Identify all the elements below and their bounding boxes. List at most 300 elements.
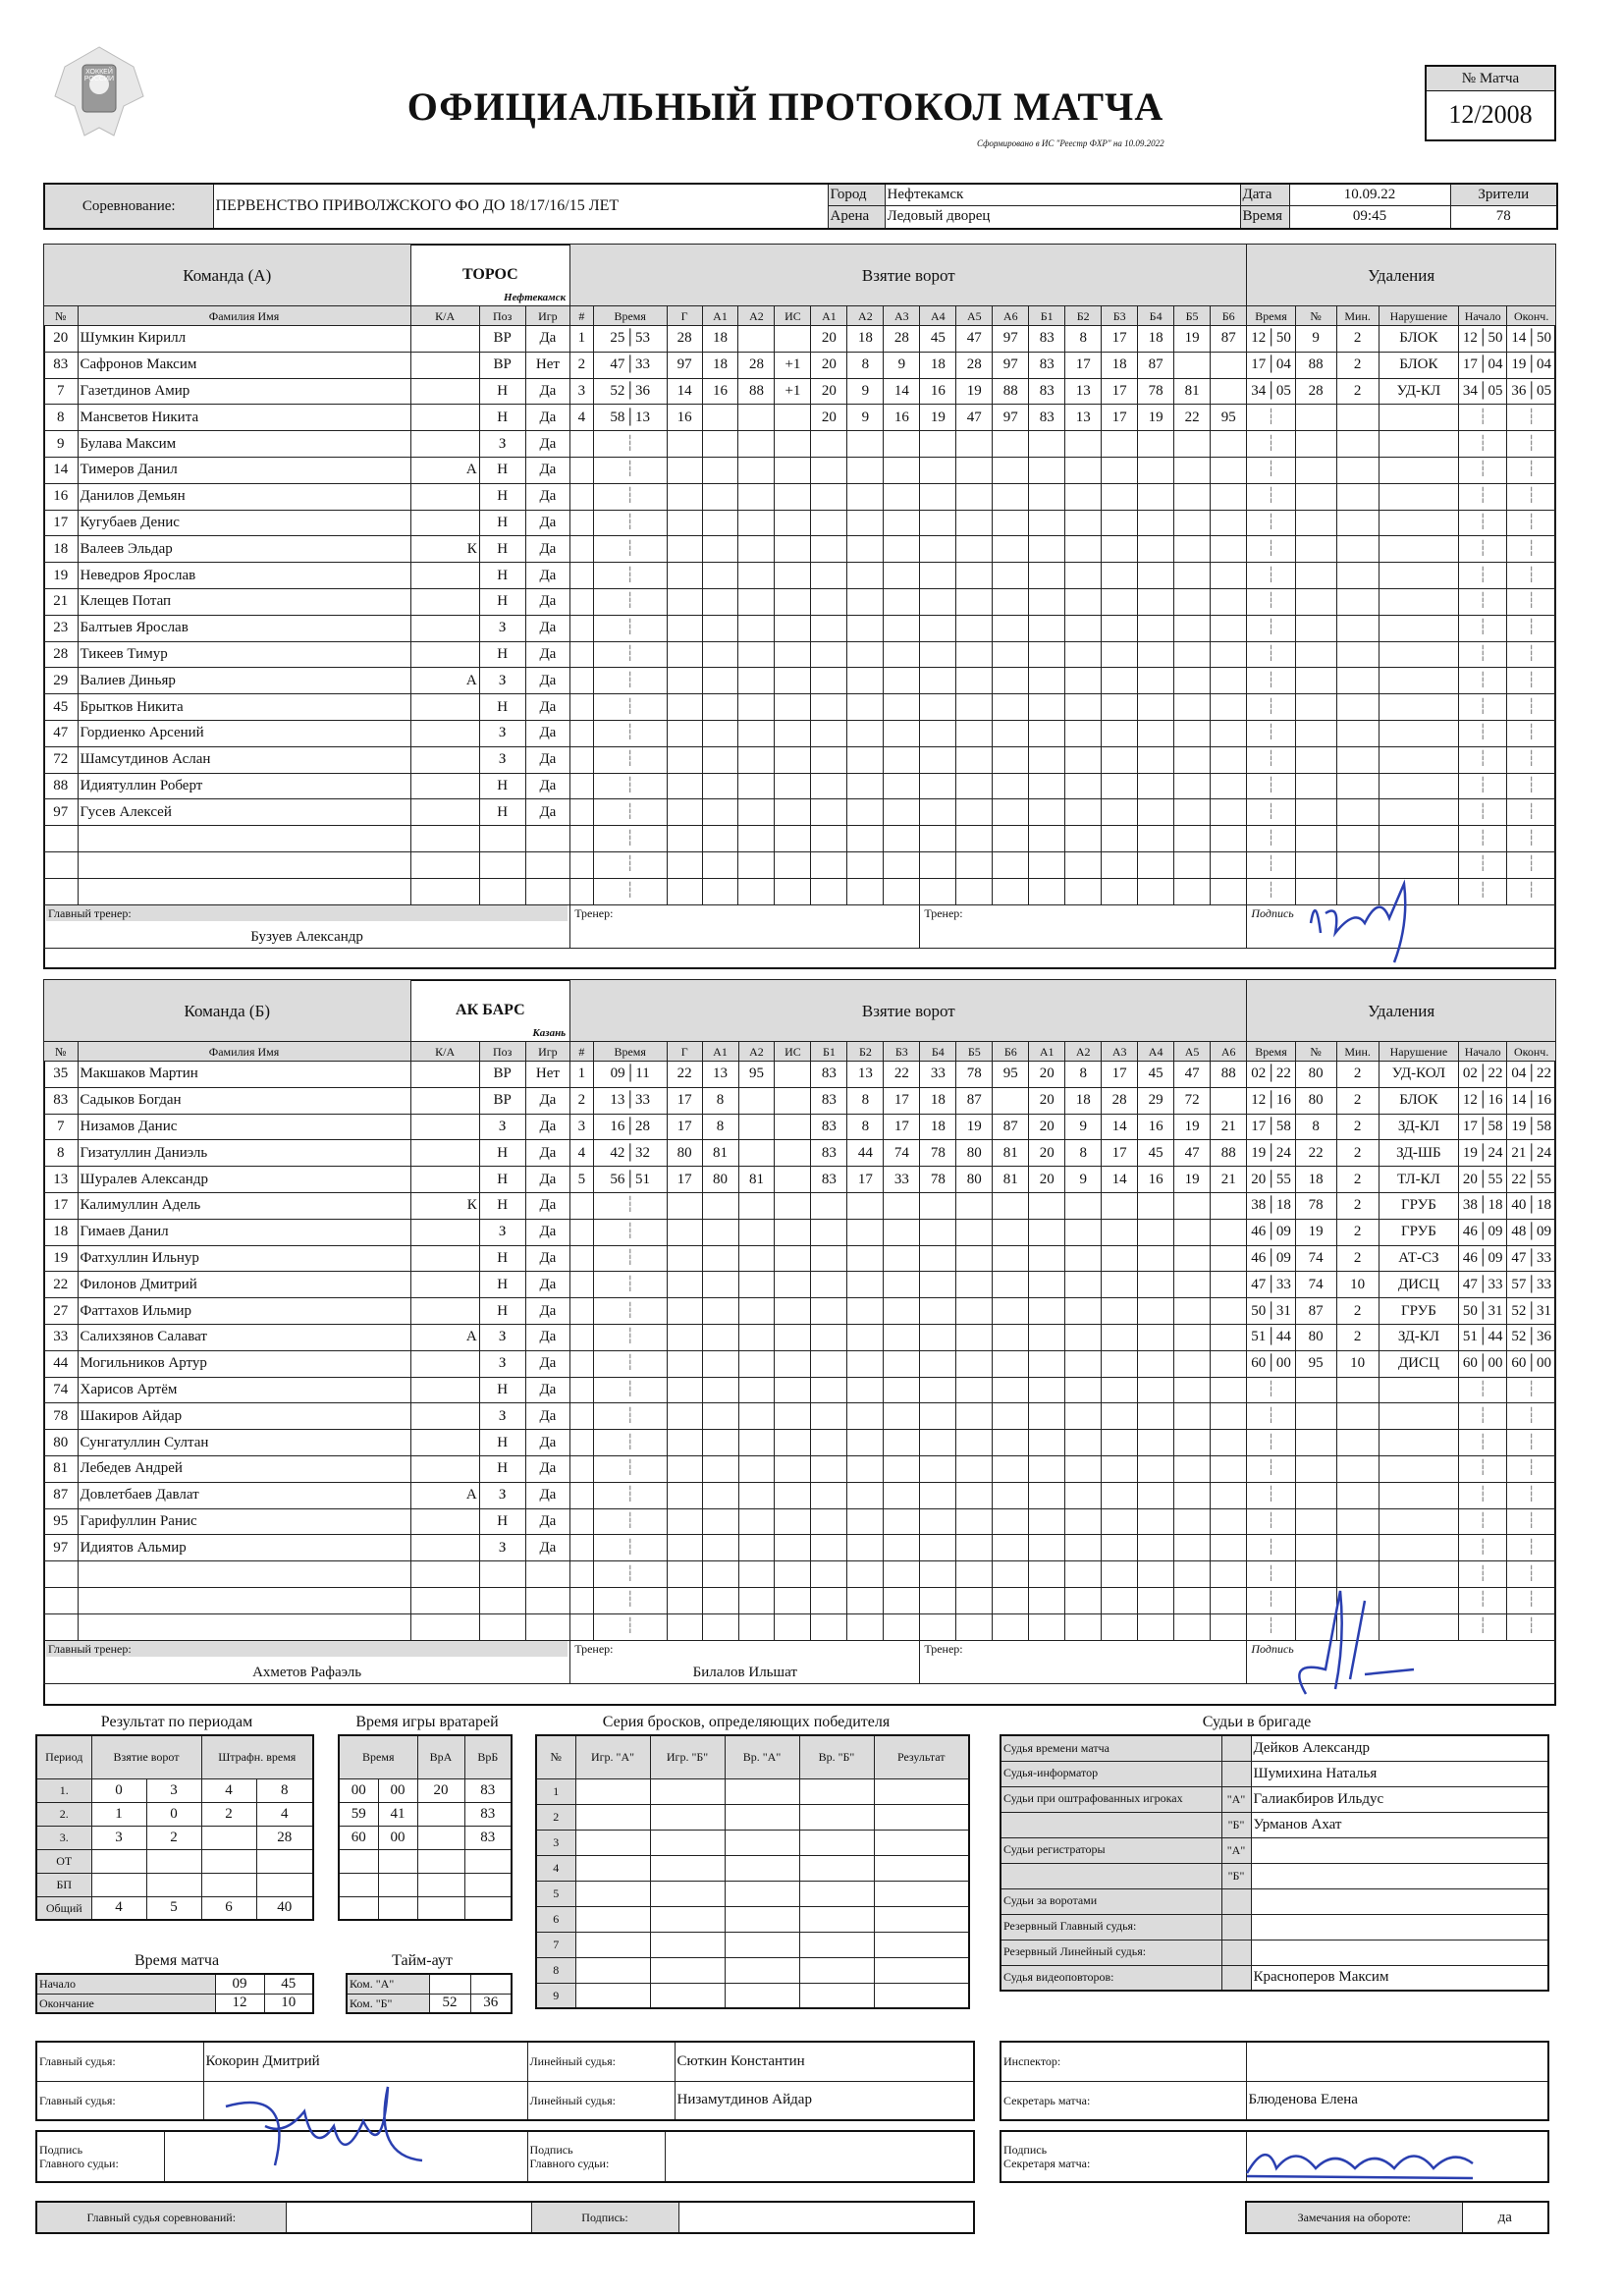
empty-cell [920,1219,956,1245]
player-pos: З [479,1219,525,1245]
pen-end-min: 04 [1511,1066,1527,1082]
opp-player: 21 [1211,1167,1247,1193]
goal-g: 17 [667,1087,702,1114]
empty-cell [1174,483,1211,510]
empty-cell [775,1272,811,1298]
empty-cell [339,1849,378,1873]
empty-cell [993,878,1029,904]
empty-cell [811,1245,847,1272]
pen-end: 52│36 [1507,1324,1556,1350]
empty-cell [1029,1561,1065,1588]
empty-cell [1336,720,1379,746]
own-player: 20 [811,378,847,405]
player-num: 47 [44,720,79,746]
head-coach-cell [44,904,570,948]
empty-cell [1295,510,1336,536]
opp-player: 9 [1065,1167,1102,1193]
player-ka [410,615,479,641]
empty-cell [667,1350,702,1377]
empty-cell [1379,615,1458,641]
sign-sec-area[interactable] [1246,2131,1548,2182]
player-num: 20 [44,326,79,353]
empty-cell [1174,746,1211,773]
sign-main-area[interactable] [164,2131,527,2182]
player-pos: Н [479,378,525,405]
col-a1: А1 [702,306,738,326]
empty-cell [847,1613,884,1640]
player-ka [410,563,479,589]
pen-min: 46 [1251,1224,1267,1240]
player-play: Да [525,1377,570,1403]
coach-2-cell [920,904,1247,948]
empty-cell [874,1778,969,1804]
empty-cell [702,668,738,694]
own-player: 81 [993,1167,1029,1193]
empty-cell [993,799,1029,826]
pen-time: 34│05 [1247,378,1295,405]
opp-player: 17 [1065,352,1102,378]
table-row [36,1802,313,1826]
opp-player: 18 [1065,1087,1102,1114]
pen-sec: 33 [1275,1276,1291,1292]
player-play: Да [525,326,570,353]
table-row [44,1192,1556,1219]
empty-cell [1379,694,1458,721]
sign-main-label-2: Главного судьи: [39,2157,119,2170]
opp-player: 18 [1102,352,1138,378]
empty-cell [920,1561,956,1588]
empty-cell [702,588,738,615]
col-g-hash: # [570,1042,593,1062]
pen-min-count: 10 [1336,1350,1379,1377]
empty-cell [1211,1219,1247,1245]
empty-cell [1174,563,1211,589]
empty-cell: ┆ [593,1430,667,1456]
opp-player: 20 [1029,1114,1065,1140]
pen-start-sec: 09 [1488,1224,1503,1240]
pen-sec: 44 [1275,1329,1291,1345]
teamB-name: АК БАРС [456,1002,525,1018]
empty-cell [570,1561,593,1588]
empty-cell [847,563,884,589]
empty-cell [479,826,525,852]
empty-cell [738,1298,775,1325]
own-player: 19 [920,405,956,431]
coach-1-cell [570,904,920,948]
table-row [44,431,1556,458]
own-player: 13 [847,1062,884,1088]
own-player: 97 [993,352,1029,378]
empty-cell [811,1535,847,1561]
empty-cell [1065,1350,1102,1377]
opp-player: 17 [1102,405,1138,431]
pen-start-sec: 50 [1488,330,1503,347]
official-name [1251,1914,1548,1940]
periods-title: Результат по периодам [100,1714,253,1730]
empty-cell [570,1508,593,1535]
player-num: 83 [44,1087,79,1114]
empty-cell [738,1561,775,1588]
empty-cell [725,1881,799,1906]
col-own-1: Б1 [811,1042,847,1062]
player-name: Гусев Алексей [78,799,410,826]
player-num: 13 [44,1167,79,1193]
empty-cell [1138,1508,1174,1535]
pen-start: 02│22 [1459,1062,1507,1088]
own-player: 83 [811,1167,847,1193]
pen-end-sec: 05 [1537,382,1551,399]
empty-cell [1065,1587,1102,1613]
empty-cell [650,1830,725,1855]
official-name [1251,1837,1548,1863]
pen-sec: 00 [1275,1355,1291,1372]
empty-cell [874,1855,969,1881]
empty-cell [874,1983,969,2008]
empty-cell [1065,668,1102,694]
empty-cell: ┆ [1507,563,1556,589]
empty-cell [811,1377,847,1403]
empty-cell [811,851,847,878]
empty-cell [993,694,1029,721]
empty-cell [1029,720,1065,746]
empty-cell [993,773,1029,799]
pen-time: 50│31 [1247,1298,1295,1325]
empty-cell: ┆ [593,694,667,721]
empty-cell: ┆ [1459,483,1507,510]
player-pos: З [479,615,525,641]
empty-cell [738,615,775,641]
col-p-time: Время [1247,306,1295,326]
opp-player: 17 [1102,326,1138,353]
goal-n: 5 [570,1167,593,1193]
empty-cell [1065,746,1102,773]
empty-cell [1029,483,1065,510]
empty-cell [775,878,811,904]
player-name: Низамов Данис [78,1114,410,1140]
pen-min: 34 [1251,382,1267,399]
empty-cell [1295,851,1336,878]
goal-g: 22 [667,1062,702,1088]
empty-cell [410,826,479,852]
empty-cell [570,1219,593,1245]
empty-cell [847,1430,884,1456]
empty-cell [1029,668,1065,694]
period-name: 1. [36,1778,91,1802]
player-play: Да [525,1272,570,1298]
empty-cell [884,536,920,563]
empty-cell [570,746,593,773]
empty-cell [575,1855,650,1881]
empty-cell [1138,1245,1174,1272]
empty-cell [847,694,884,721]
empty-cell [847,615,884,641]
empty-cell [993,1219,1029,1245]
empty-cell [920,720,956,746]
table-row [36,1849,313,1873]
player-num: 87 [44,1482,79,1508]
empty-cell [1102,1403,1138,1430]
empty-cell [1174,1403,1211,1430]
sign-main-label-1: Подпись [39,2142,83,2157]
empty-cell [667,1482,702,1508]
empty-cell [1295,746,1336,773]
opp-player: 9 [1065,1114,1102,1140]
empty-cell [1295,1482,1336,1508]
player-play: Да [525,1455,570,1482]
empty-cell: ┆ [1247,773,1295,799]
empty-cell [1295,483,1336,510]
player-play: Нет [525,1062,570,1088]
empty-cell [738,563,775,589]
empty-cell [993,1482,1029,1508]
pen-end: 52│31 [1507,1298,1556,1325]
empty-cell [847,431,884,458]
chief-sign-area[interactable] [678,2202,974,2233]
opp-player: 29 [1138,1087,1174,1114]
empty-cell: ┆ [1459,1587,1507,1613]
player-name: Шумкин Кирилл [78,326,410,353]
col-own-5: А5 [956,306,993,326]
goal-min: 13 [610,1092,625,1109]
pen-end-min: 19 [1511,1118,1527,1134]
player-play: Да [525,799,570,826]
goalie-m: 60 [339,1826,378,1849]
table-row [44,1561,1556,1588]
empty-cell [847,1482,884,1508]
empty-cell [956,1587,993,1613]
chief-table [35,2201,975,2234]
player-pos: З [479,746,525,773]
empty-cell: ┆ [593,1350,667,1377]
col-own-3: А3 [884,306,920,326]
empty-cell [847,799,884,826]
empty-cell [956,694,993,721]
table-row [44,1219,1556,1245]
empty-cell: ┆ [1459,1455,1507,1482]
player-ka [410,1272,479,1298]
pen-end-sec: 33 [1537,1276,1551,1292]
own-player: 9 [847,378,884,405]
empty-cell: ┆ [593,457,667,483]
sign-cell[interactable] [1247,904,1556,948]
empty-cell: ┆ [1507,720,1556,746]
empty-cell [738,1535,775,1561]
opp-player: 8 [1065,326,1102,353]
empty-cell [575,1830,650,1855]
empty-cell [1029,1455,1065,1482]
empty-cell [884,588,920,615]
period-ga: 0 [91,1778,146,1802]
empty-cell [1029,1430,1065,1456]
own-player: 87 [956,1087,993,1114]
empty-cell [1295,878,1336,904]
table-row [339,1826,512,1849]
empty-cell [1379,405,1458,431]
match-number: 12/2008 [1448,100,1533,129]
empty-cell [667,1219,702,1245]
empty-cell [993,1561,1029,1588]
empty-cell [1065,694,1102,721]
sign-main2-area[interactable] [665,2131,974,2182]
empty-cell [811,1561,847,1588]
empty-cell [775,641,811,668]
empty-cell [811,1403,847,1430]
empty-cell: ┆ [593,799,667,826]
empty-cell [920,1535,956,1561]
empty-cell [738,1430,775,1456]
empty-cell [920,641,956,668]
official-role: Резервный Главный судья: [1001,1914,1221,1940]
pen-start-sec: 58 [1488,1118,1503,1134]
empty-cell [993,615,1029,641]
empty-cell [847,746,884,773]
empty-cell [667,746,702,773]
empty-cell [650,1957,725,1983]
coach-label-2: Тренер: [924,1641,963,1656]
empty-cell [956,588,993,615]
goal-g: 28 [667,326,702,353]
empty-cell [811,1324,847,1350]
empty-cell: ┆ [1459,1482,1507,1508]
empty-cell [1211,1587,1247,1613]
official-name: Красноперов Максим [1251,1965,1548,1991]
pen-infraction: ТЛ-КЛ [1379,1167,1458,1193]
sign-main2-label [527,2131,665,2182]
empty-cell [1138,1192,1174,1219]
goal-min: 25 [610,330,625,347]
empty-cell [1295,1613,1336,1640]
coach-1: Билалов Ильшат [692,1664,797,1680]
coach-2-cell [920,1640,1247,1683]
match-number-label: № Матча [1427,67,1554,91]
inspector-label: Инспектор: [1001,2042,1246,2081]
empty-cell [1102,1455,1138,1482]
empty-cell: ┆ [593,1482,667,1508]
empty-cell [847,457,884,483]
pen-start-min: 60 [1462,1355,1478,1372]
empty-cell [775,1482,811,1508]
empty-cell [884,1324,920,1350]
official-role: Судья-информатор [1001,1761,1221,1786]
player-pos: Н [479,1167,525,1193]
empty-cell [920,746,956,773]
pen-end-sec: 50 [1537,330,1551,347]
chief-value[interactable] [286,2202,531,2233]
empty-cell [570,641,593,668]
empty-cell [956,746,993,773]
empty-cell [956,773,993,799]
player-name: Неведров Ярослав [78,563,410,589]
sign-cell[interactable] [1247,1640,1556,1683]
empty-cell [417,1896,464,1920]
empty-cell [847,1535,884,1561]
empty-cell: ┆ [593,1535,667,1561]
goalies-table [338,1734,513,1921]
empty-cell [44,1587,79,1613]
empty-cell [1138,799,1174,826]
goal-is [775,1140,811,1167]
empty-cell [956,1192,993,1219]
pen-start-min: 20 [1462,1171,1478,1187]
pen-sec: 05 [1275,382,1291,399]
player-ka: А [410,668,479,694]
pen-end-min: 52 [1511,1302,1527,1319]
empty-cell [1295,1508,1336,1535]
empty-cell [1029,1272,1065,1298]
empty-cell [920,1350,956,1377]
goalie-m: 59 [339,1802,378,1826]
empty-cell [1102,799,1138,826]
empty-cell: ┆ [1247,799,1295,826]
own-player: 47 [956,326,993,353]
empty-cell [920,563,956,589]
shootout-h-gb: Вр. "Б" [799,1735,874,1778]
col-p-end: Оконч. [1507,306,1556,326]
pen-end-min: 60 [1511,1355,1527,1372]
teamA-city: Нефтекамск [504,292,567,303]
table-row [44,615,1556,641]
empty-cell [884,826,920,852]
pen-start-min: 46 [1462,1249,1478,1266]
empty-cell [884,1350,920,1377]
empty-cell [1336,668,1379,694]
empty-cell: ┆ [1247,1430,1295,1456]
player-name: Шуралев Александр [78,1167,410,1193]
empty-cell: ┆ [1459,588,1507,615]
empty-cell [725,1983,799,2008]
empty-cell [702,483,738,510]
empty-cell [738,746,775,773]
pen-start: 47│33 [1459,1272,1507,1298]
empty-cell [956,615,993,641]
empty-cell [1102,1298,1138,1325]
empty-cell [667,878,702,904]
pen-min: 46 [1251,1249,1267,1266]
empty-cell [1065,588,1102,615]
official-sub: "Б" [1221,1863,1251,1888]
goal-sec: 53 [635,330,650,347]
own-player: 20 [811,352,847,378]
empty-cell [1065,878,1102,904]
table-row [44,746,1556,773]
opp-player: 47 [1174,1140,1211,1167]
empty-cell [811,1298,847,1325]
empty-cell [1211,668,1247,694]
table-row [44,878,1556,904]
pen-min-count: 2 [1336,1114,1379,1140]
player-ka [410,799,479,826]
own-player: 9 [847,405,884,431]
empty-cell [1138,563,1174,589]
empty-cell [1102,878,1138,904]
empty-cell [993,431,1029,458]
empty-cell [725,1830,799,1855]
player-num: 8 [44,405,79,431]
player-ka [410,1219,479,1245]
table-row [44,1167,1556,1193]
empty-cell [702,615,738,641]
empty-cell [884,1613,920,1640]
empty-cell [1138,1377,1174,1403]
period-pb [256,1849,313,1873]
empty-cell [1379,1482,1458,1508]
own-player: 20 [811,405,847,431]
pen-min: 60 [1251,1355,1267,1372]
empty-cell [702,1403,738,1430]
player-num: 19 [44,563,79,589]
own-player: 18 [920,352,956,378]
shootout-table [535,1734,970,2009]
